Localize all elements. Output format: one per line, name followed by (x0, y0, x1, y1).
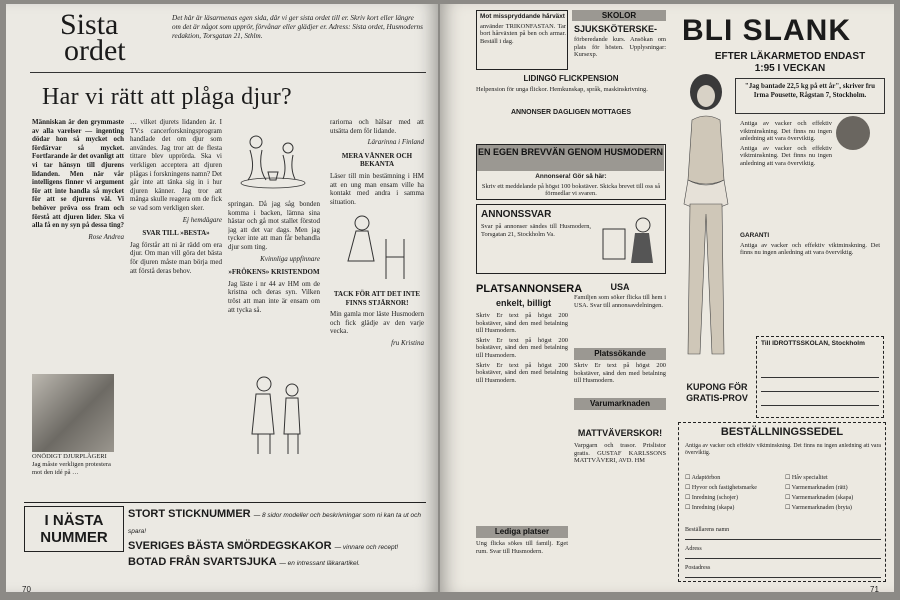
order-options-right (785, 473, 881, 513)
plats-column (476, 312, 568, 512)
vacancies-text: Ung flicka sökes till familj. Eget rum. Svar till Husmodern. (476, 540, 568, 555)
next-issue-item-1-note: — 8 sidor modeller och beskrivningar som ni kan ta ut och spara! (128, 512, 421, 535)
order-option-label: Adaptörbon (691, 475, 721, 481)
checkbox-icon[interactable]: ☐ (785, 495, 791, 501)
plats-text: Skriv Er text på högst 200 bokstäver, sänd den med betalning till Husmodern. (476, 312, 568, 335)
plats-text-3: Skriv Er text på högst 200 bokstäver, sänd den med betalning till Husmodern. (476, 361, 568, 384)
checkbox-icon[interactable]: ☐ (785, 505, 791, 511)
jobseekers-text: Skriv Er text på högst 200 bokstäver, sänd den med betalning till Husmodern. (574, 362, 666, 385)
order-option[interactable] (785, 483, 881, 493)
order-options-left (685, 473, 781, 513)
col2-signature: Ej hemdägare (182, 215, 222, 224)
order-field-name[interactable] (685, 521, 881, 540)
checkbox-icon[interactable]: ☐ (785, 485, 791, 491)
col3-text2: Jag läste i nr 44 av HM om de kristna och deras syn. Vilken tröst att man inte är ensam om att tycka så. (228, 279, 320, 314)
order-option[interactable] (785, 493, 881, 503)
col1-signature: Rose Andrea (88, 232, 124, 241)
jobseekers-heading: Platssökande (574, 348, 666, 360)
next-issue-line1: I NÄSTA (44, 512, 104, 529)
order-option-label: Håv specialitet (791, 475, 828, 481)
slim-ad-guarantee (740, 232, 880, 332)
order-option[interactable] (685, 493, 781, 503)
next-issue-item-2-note: — vinnare och recept! (334, 544, 399, 551)
penpal-text: Skriv ett meddelande på högst 100 bokstäver. Skicka brevet till oss så förmedlar vi svaren. (481, 182, 661, 198)
col3-text: springan. Då jag såg bonden komma i backen, lämna sina hästar och gå mot stallet förstod jag att det var dags. Men jag tycker inte att man får behandla djur som ting. (228, 200, 320, 251)
col4-subheading: MERA VÄNNER OCH BEKANTA (341, 151, 413, 169)
col4-text2: Läser till min bestämning i HM att en ung man ensam ville ha kontakt med andra i samma situation. (330, 171, 424, 206)
slim-ad-subtitle-1: EFTER LÄKARMETOD ENDAST (714, 51, 866, 62)
next-issue-item-1 (128, 507, 424, 539)
next-issue-item-2-title: SVERIGES BÄSTA SMÖRDEGSKAKOR (128, 540, 332, 552)
market-heading: Varumarknaden (574, 398, 666, 410)
order-field-label: Adress (685, 546, 702, 552)
section-title-line2: ordet (64, 34, 126, 67)
testimonial-photo (836, 116, 870, 150)
order-option-label: Inredning (skapa) (691, 505, 735, 511)
plats-heading: PLATSANNONSERA (476, 283, 583, 295)
order-option[interactable] (685, 503, 781, 513)
order-fields (685, 521, 881, 578)
coupon-form[interactable] (756, 336, 884, 418)
nursing-ad (574, 24, 666, 70)
photo-caption: ONÖDIGT DJURPLÅGERI Jag måste verkligen protestera mot den idé på … (32, 453, 111, 476)
slim-ad-quote: "Jag bantade 22,5 kg på ett år", skriver fru Irma Pousette, Rågstan 7, Stockholm. (735, 78, 885, 114)
next-issue-box (24, 506, 124, 552)
col2-subheading: SVAR TILL »BESTA» (142, 229, 210, 238)
coupon-label-2: GRATIS-PROV (686, 393, 748, 403)
next-issue-item-2 (128, 539, 424, 555)
order-form[interactable] (678, 422, 886, 582)
coupon-form-title: Till IDROTTSSKOLAN, Stockholm (761, 340, 865, 347)
illustration-couple (236, 370, 316, 460)
usa-heading: USA (610, 282, 630, 292)
page-number-right: 71 (870, 585, 879, 594)
section-intro: Det här är läsarmenas egen sida, där vi ger sista ordet till er. Skriv kort eller längre om det är något som upprör, förvånar eller glädjer er. Adress: Sista ordet, Husmoderns redaktion, Torsgatan 21, Sthlm. (172, 14, 423, 40)
pension-title: LIDINGÖ FLICKPENSION (523, 74, 619, 83)
illustration-family-table (228, 128, 318, 198)
col4-signature: Lärarinna i Finland (367, 138, 424, 147)
pension-ad (476, 74, 666, 138)
annonssvar-text: Svar på annonser sändes till Husmodern, Torsgatan 21, Stockholm Va. (481, 223, 591, 238)
penpal-sub: Annonsera! Gör så här: (535, 173, 607, 180)
ad-hair-box (476, 10, 568, 70)
weavers-text: Varpgarn och trasor. Prislistor gratis. GUSTAF KARLSSONS MATTVÄVERI, AVD. HM (574, 442, 666, 465)
letter-column-4 (330, 118, 424, 500)
checkbox-icon[interactable]: ☐ (785, 475, 791, 481)
vacancies-heading: Lediga platser (476, 526, 568, 538)
illustration-girl-chair (330, 209, 420, 283)
col4-text: rariorna och hälsar med att utsätta dem för lidande. (330, 118, 424, 135)
page-number-left: 70 (22, 585, 31, 594)
col2-text: … vilket djurets lidanden är. I TV:s cancerforskningsprogram handlade det om djur som användes. Jag tror att de flesta tittare blev upprörda. Ska vi verkligen acceptera att djuren plågas i forskningens namn? Det går inte att tänka sig in i hur djuren känner. Jag tror att många skulle reagera om de fick se vad som verkligen sker. (130, 118, 222, 212)
coupon-label (682, 382, 752, 404)
col4-signature2: fru Kristina (391, 338, 424, 347)
slim-ad-title: BLI SLANK (682, 14, 851, 47)
coupon-address-line[interactable] (761, 391, 879, 392)
order-option-label: Varmemarknaden (skapa) (791, 495, 854, 501)
ad-hair (480, 13, 566, 69)
order-field-label: Postadress (685, 565, 711, 571)
plats-sub: enkelt, billigt (496, 298, 552, 308)
ad-hair-title: Mot misspryddande hårväxt (480, 13, 565, 20)
order-option-label: Varmemarknaden (rätt) (791, 485, 848, 491)
ad-hair-text: använder TRIKONFASTAN. Tar bort hårväxten på ben och armar. Beställ i dag. (480, 22, 566, 45)
guarantee-heading: GARANTI (740, 232, 770, 239)
penpal-box (476, 144, 666, 200)
checkbox-icon[interactable]: ☐ (685, 475, 691, 481)
annonssvar-content (481, 209, 591, 271)
coupon-name-line[interactable] (761, 377, 879, 378)
penpal-content (481, 173, 661, 199)
annonssvar-box (476, 204, 666, 274)
col3-signature: Kvinnliga uppfinnare (260, 254, 320, 263)
divider (30, 72, 426, 73)
next-issue-item-1-title: STORT STICKNUMMER (128, 508, 251, 520)
col2-text2: Jag förstår att ni är rädd om era djur. Om man vill göra det bästa för djuren måste man börja med att förstå deras behov. (130, 240, 222, 275)
col1-text: Människan är den grymmaste av alla varelser — ingenting dödar hon så mycket och fördärvar så mycket. Fortfarande är det ovanligt att vi tar hänsyn till djurens lidanden. Men när vår intelligens finner vi argument för att inte handla så mycket för att se djurens väl. Vi behöver pröva oss fram och förstå att djuren lider. Ska vi alla få en ny syn på dessa ting? (32, 118, 124, 230)
order-option[interactable] (785, 503, 881, 513)
next-issue-item-3-note: — en intressant läkarartikel. (279, 560, 360, 567)
next-issue-list (128, 507, 424, 571)
usa-text: Familjen som söker flicka till hem i USA. Svar till annonsavdelningen. (574, 294, 666, 309)
order-option-label: Inredning (schojer) (691, 495, 739, 501)
checkbox-icon[interactable]: ☐ (685, 485, 691, 491)
section-title-line1: Sista (60, 8, 119, 41)
order-field-postal[interactable] (685, 559, 881, 578)
col4-subheading2: TACK FÖR ATT DET INTE FINNS STJÄRNOR! (333, 289, 421, 307)
order-field-address[interactable] (685, 540, 881, 559)
slim-ad-subtitle-2: 1:95 I VECKAN (754, 63, 826, 74)
order-option[interactable] (685, 473, 781, 483)
ads-received-heading: ANNONSER DAGLIGEN MOTTAGES (510, 108, 632, 116)
checkbox-icon[interactable]: ☐ (685, 495, 691, 501)
letter-column-2 (130, 118, 222, 498)
col4-text3: Min gamla mor läste Husmodern och fick glädje av den varje vecka. (330, 310, 424, 336)
order-option[interactable] (785, 473, 881, 483)
slim-ad-text (740, 120, 832, 230)
order-option[interactable] (685, 483, 781, 493)
headline: Har vi rätt att plåga djur? (42, 84, 292, 110)
slim-ad-text-2: Antiga av vacker och effektiv viktminskning. Det finns nu ingen anledning att vara överviktig. (740, 144, 832, 167)
weavers-heading: MATTVÄVERSKOR! (577, 428, 663, 438)
banner-rule (24, 502, 426, 503)
order-option-label: Varmemarknaden (bryta) (791, 505, 852, 511)
coupon-postal-line[interactable] (761, 405, 879, 406)
nursing-title: SJUKSKÖTERSKE- (574, 24, 658, 34)
photo-hand (32, 374, 114, 452)
nursing-text: förberedande kurs. Ansökan om plats för hösten. Upplysningar: Kursexp. (574, 36, 666, 59)
annonssvar-heading: ANNONSSVAR (481, 209, 552, 220)
letter-column-1 (32, 118, 124, 370)
schools-heading: SKOLOR (572, 10, 666, 21)
order-field-label: Beställarens namn (685, 527, 730, 533)
order-option-label: Hyvor och fastighetsmarke (691, 485, 757, 491)
woman-figure-illustration (676, 72, 736, 392)
next-issue-line2: NUMMER (40, 529, 108, 546)
col3-subheading: »FRÖKENS» KRISTENDOM (228, 268, 320, 277)
pension-text: Helpension för unga flickor. Hemkunskap, språk, maskinskrivning. (476, 86, 648, 93)
plats-text-2: Skriv Er text på högst 200 bokstäver, sänd den med betalning till Husmodern. (476, 336, 568, 359)
next-issue-item-3-title: BOTAD FRÅN SVARTSJUKA (128, 556, 277, 568)
checkbox-icon[interactable]: ☐ (685, 505, 691, 511)
coupon-label-1: KUPONG FÖR (686, 382, 748, 392)
order-form-title: BESTÄLLNINGSSEDEL (720, 426, 844, 438)
penpal-heading: EN EGEN BREVVÄN GENOM HUSMODERN (477, 145, 664, 171)
guarantee-text: Antiga av vacker och effektiv viktminskning. Det finns nu ingen anledning att vara överviktig. (740, 241, 880, 257)
mailman-illustration (599, 211, 661, 269)
section-title (60, 8, 126, 67)
order-form-text: Antiga av vacker och effektiv viktminskning. Det finns nu ingen anledning att vara överviktig. (685, 443, 881, 456)
next-issue-item-3 (128, 555, 424, 571)
slim-ad-text-1: Antiga av vacker och effektiv viktminskning. Det finns nu ingen anledning att vara överviktig. (740, 120, 832, 143)
